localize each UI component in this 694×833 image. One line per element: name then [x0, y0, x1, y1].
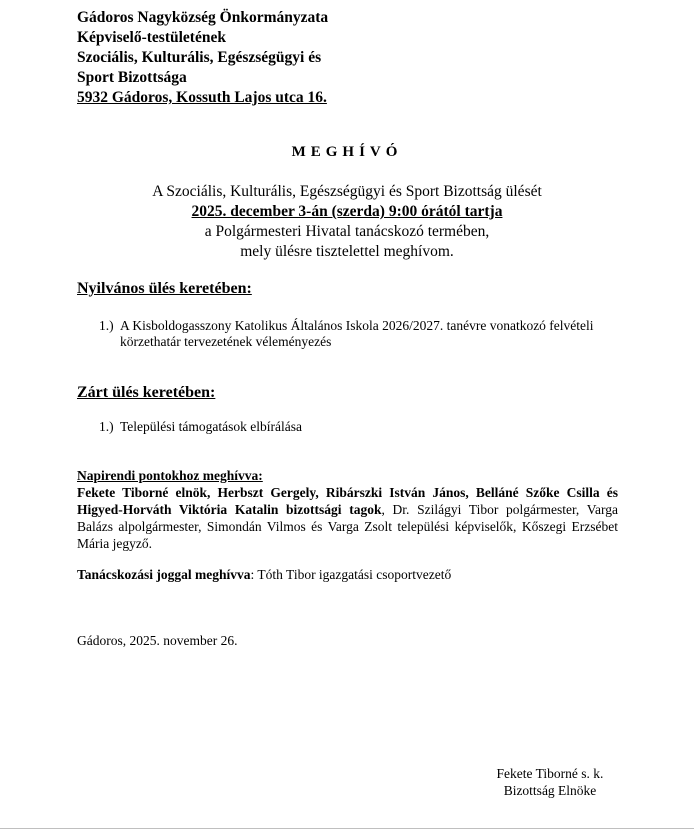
- agenda-item-line: körzethatár tervezetének véleményezés: [120, 334, 332, 349]
- consultative-label: Tanácskozási joggal meghívva: [77, 567, 251, 582]
- letterhead: [77, 8, 328, 108]
- meeting-date-time: 2025. december 3-án (szerda) 9:00 órától tartja: [191, 203, 503, 220]
- page-bottom-divider: [0, 828, 694, 829]
- other-invitees: , Dr. Szilágyi Tibor polgármester, Varga Balázs alpolgármester, Simondán Vilmos és Varga Zsolt települési képviselők, Kőszegi Erzsébet Mária jegyző.: [77, 502, 618, 551]
- document-title: MEGHÍVÓ: [291, 144, 403, 160]
- consultative-invitee: [77, 567, 451, 583]
- agenda-item-line: A Kisboldogasszony Katolikus Általános Iskola 2026/2027. tanévre vonatkozó felvételi: [120, 318, 594, 333]
- closed-session-heading: Zárt ülés keretében:: [77, 384, 216, 401]
- letterhead-committee-line2: Sport Bizottsága: [77, 69, 187, 86]
- signature-block: [480, 765, 620, 799]
- agenda-item-line: Települési támogatások elbírálása: [120, 419, 302, 434]
- agenda-item-text: [120, 318, 640, 350]
- intro-line-1: A Szociális, Kulturális, Egészségügyi és Sport Bizottság ülését: [152, 183, 542, 200]
- committee-members: Fekete Tiborné elnök, Herbszt Gergely, Ribárszki István János, Belláné Szőke Csilla és Higyed-Horváth Viktória Katalin bizottsági tagok: [77, 485, 618, 517]
- intro-line-3: a Polgármesteri Hivatal tanácskozó termében,: [204, 223, 490, 240]
- signatory-name: Fekete Tiborné s. k.: [496, 766, 604, 781]
- agenda-item-number: 1.): [99, 419, 114, 434]
- agenda-item-number: 1.): [99, 318, 114, 333]
- document-date: Gádoros, 2025. november 26.: [77, 633, 238, 648]
- letterhead-municipality: Gádoros Nagyközség Önkormányzata: [77, 9, 329, 26]
- agenda-item-text: [120, 419, 640, 435]
- intro-line-4: mely ülésre tisztelettel meghívom.: [240, 243, 454, 260]
- letterhead-address: 5932 Gádoros, Kossuth Lajos utca 16.: [77, 89, 327, 106]
- intro-paragraph: [0, 182, 694, 262]
- invitees-label: Napirendi pontokhoz meghívva:: [77, 468, 263, 483]
- consultative-text: : Tóth Tibor igazgatási csoportvezető: [250, 567, 452, 582]
- letterhead-committee-line1: Szociális, Kulturális, Egészségügyi és: [77, 49, 322, 66]
- invitees-paragraph: [77, 467, 618, 552]
- letterhead-body: Képviselő-testületének: [77, 29, 226, 46]
- signatory-role: Bizottság Elnöke: [503, 783, 597, 798]
- public-session-heading: Nyilvános ülés keretében:: [77, 280, 252, 297]
